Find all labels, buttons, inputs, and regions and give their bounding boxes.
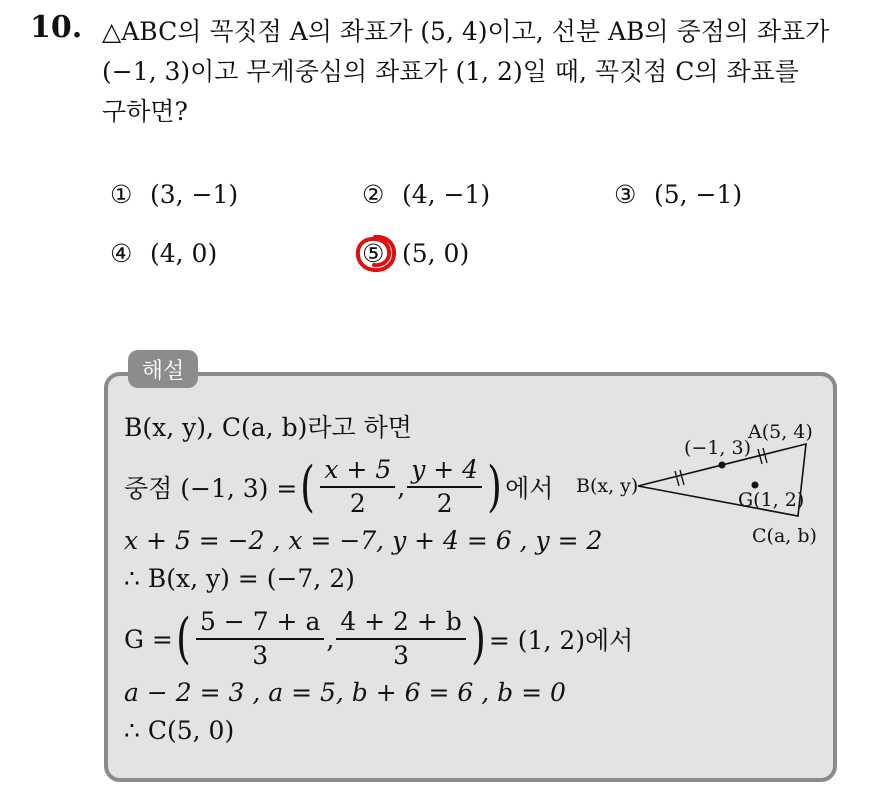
label-midpoint: (−1, 3)	[684, 437, 752, 459]
fraction-x-denominator: 2	[349, 489, 366, 518]
option-1-value: (3, −1)	[150, 180, 239, 209]
fraction-a	[196, 606, 324, 672]
tick-mark-1a	[675, 471, 679, 486]
midpoint-prefix: 중점 (−1, 3) =	[124, 474, 298, 503]
option-5-value: (5, 0)	[402, 239, 470, 268]
question-line-3: 구하면?	[102, 97, 188, 126]
option-1[interactable]	[110, 180, 238, 209]
tick-mark-2b	[763, 448, 767, 463]
right-paren-2: )	[470, 607, 486, 670]
left-paren-2: (	[176, 607, 191, 670]
explanation-line-1: B(x, y), C(a, b)라고 하면	[124, 413, 412, 442]
answer-circle-mark	[352, 231, 398, 275]
option-4[interactable]	[110, 239, 217, 268]
fraction-a-denominator: 3	[252, 641, 269, 670]
explanation-line-7: ∴ C(5, 0)	[124, 716, 235, 745]
label-c: C(a, b)	[752, 525, 817, 547]
option-4-number: ④	[110, 239, 133, 268]
label-b: B(x, y)	[576, 475, 639, 497]
option-2-value: (4, −1)	[402, 180, 491, 209]
midpoint-dot	[719, 462, 726, 469]
explanation-line-3: x + 5 = −2 , x = −7, y + 4 = 6 , y = 2	[124, 526, 603, 555]
explanation-line-6: a − 2 = 3 , a = 5, b + 6 = 6 , b = 0	[124, 678, 566, 707]
fraction-y	[407, 454, 482, 520]
option-2[interactable]	[362, 180, 490, 209]
explanation-line-5	[124, 606, 633, 672]
fraction-b	[336, 606, 466, 672]
centroid-dot	[752, 482, 759, 489]
explanation-line-4: ∴ B(x, y) = (−7, 2)	[124, 564, 355, 593]
fraction-a-numerator: 5 − 7 + a	[196, 606, 324, 640]
option-3-number: ③	[614, 180, 637, 209]
tick-mark-1b	[680, 470, 684, 485]
option-5-number: ⑤	[362, 239, 385, 268]
question-line-1: △ABC의 꼭짓점 A의 좌표가 (5, 4)이고, 선분 AB의 중점의 좌표가	[102, 17, 830, 46]
question-number: 10.	[30, 10, 83, 45]
option-3[interactable]	[614, 180, 742, 209]
option-4-value: (4, 0)	[150, 239, 218, 268]
right-paren: )	[487, 455, 502, 518]
option-2-number: ②	[362, 180, 385, 209]
fraction-x-numerator: x + 5	[320, 454, 395, 488]
option-3-value: (5, −1)	[654, 180, 743, 209]
fraction-b-numerator: 4 + 2 + b	[336, 606, 466, 640]
centroid-prefix: G =	[124, 624, 173, 654]
centroid-suffix: = (1, 2)에서	[488, 626, 634, 655]
left-paren: (	[300, 455, 316, 518]
explanation-label: 해설	[128, 350, 198, 388]
question-text	[102, 12, 872, 132]
label-a: A(5, 4)	[748, 421, 813, 443]
fraction-y-numerator: y + 4	[407, 454, 482, 488]
comma-2: ,	[326, 624, 335, 654]
comma: ,	[397, 472, 406, 502]
fraction-b-denominator: 3	[393, 641, 410, 670]
option-1-number: ①	[110, 180, 133, 209]
label-g: G(1, 2)	[738, 489, 805, 511]
explanation-line-2	[124, 454, 553, 520]
question-line-2: (−1, 3)이고 무게중심의 좌표가 (1, 2)일 때, 꼭짓점 C의 좌표를	[102, 57, 799, 86]
fraction-x	[320, 454, 395, 520]
midpoint-suffix: 에서	[505, 474, 554, 503]
fraction-y-denominator: 2	[436, 489, 453, 518]
triangle-figure	[570, 416, 830, 556]
